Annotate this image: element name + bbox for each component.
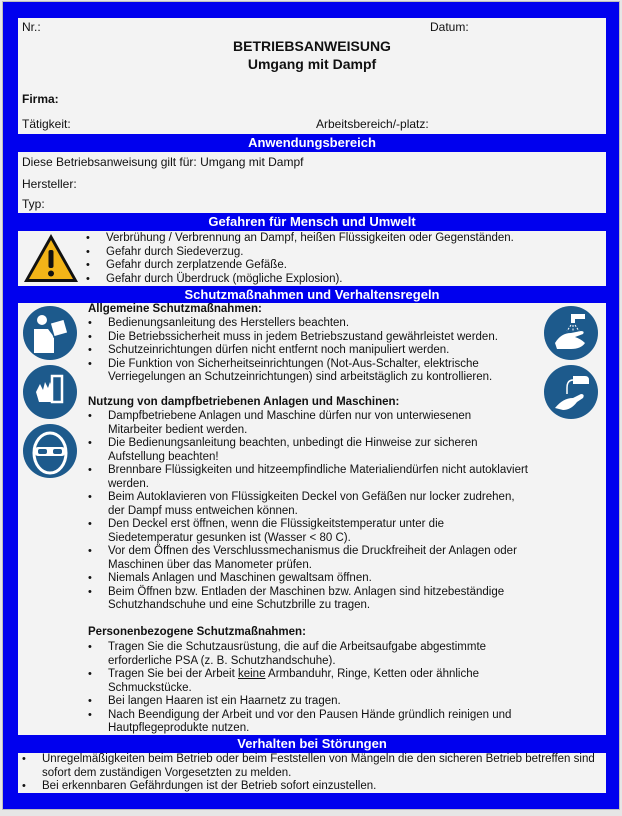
- list-item: • Bei erkennbaren Gefährdungen ist der Betrieb sofort einzustellen.: [22, 780, 604, 794]
- allgemein-heading: Allgemeine Schutzmaßnahmen:: [88, 303, 262, 315]
- nr-label: Nr.:: [22, 20, 41, 34]
- datum-label: Datum:: [430, 20, 469, 34]
- list-item: • Die Bedienungsanleitung beachten, unbedingt die Hinweise zur sicheren Aufstellung beachten!: [88, 437, 528, 464]
- section-heading-gefahren: Gefahren für Mensch und Umwelt: [208, 214, 416, 229]
- list-item: • Nach Beendigung der Arbeit und vor den Pausen Hände gründlich reinigen und Hautpflegeprodukte nutzen.: [88, 709, 528, 736]
- list-item: • Tragen Sie die Schutzausrüstung, die auf die Arbeitsaufgabe abgestimmte erforderliche PSA (z. B. Schutzhandschuhe).: [88, 641, 528, 668]
- read-manual-icon: [22, 305, 78, 361]
- emphasis-keine: keine: [237, 668, 266, 680]
- header-box: [18, 18, 606, 134]
- firma-label: Firma:: [22, 92, 59, 106]
- list-item: • Beim Öffnen bzw. Entladen der Maschinen bzw. Anlagen sind hitzebeständige Schutzhandschuhe und eine Schutzbrille zu tragen.: [88, 586, 528, 613]
- list-item: [88, 668, 528, 695]
- personen-heading: Personenbezogene Schutzmaßnahmen:: [88, 626, 306, 638]
- protective-gloves-icon: [22, 364, 78, 420]
- stoerungen-box: [18, 753, 606, 793]
- list-item: • Vor dem Öffnen des Verschlussmechanismus die Druckfreiheit der Anlagen oder Maschinen über das Manometer prüfen.: [88, 545, 528, 572]
- arbeitsbereich-label: Arbeitsbereich/-platz:: [316, 117, 429, 131]
- list-item-text: Armbanduhr, Ringe, Ketten oder ähnliche Schmuckstücke.: [108, 668, 480, 694]
- page-subtitle: Umgang mit Dampf: [247, 56, 377, 72]
- list-item: • Den Deckel erst öffnen, wenn die Flüssigkeitstemperatur unter die Siedetemperatur gesunken ist (Wasser < 80 C).: [88, 518, 528, 545]
- safety-goggles-icon: [22, 423, 78, 479]
- list-item: • Gefahr durch Überdruck (mögliche Explosion).: [86, 273, 596, 287]
- gefahren-list: [86, 232, 596, 286]
- list-item: • Verbrühung / Verbrennung an Dampf, heißen Flüssigkeiten oder Gegenständen.: [86, 232, 596, 246]
- taetigkeit-label: Tätigkeit:: [22, 117, 71, 131]
- stoerungen-list: [22, 753, 604, 794]
- hand-cream-icon: [543, 364, 599, 420]
- typ-label: Typ:: [22, 197, 45, 211]
- list-item: • Gefahr durch Siedeverzug.: [86, 246, 596, 260]
- list-item: • Die Funktion von Sicherheitseinrichtungen (Not-Aus-Schalter, elektrische Verriegelungen an Schutzeinrichtungen) sind arbeitstäglich zu kontrollieren.: [88, 358, 538, 385]
- list-item: • Unregelmäßigkeiten beim Betrieb oder beim Feststellen von Mängeln die den sicheren Betrieb betreffen sind sofort dem zuständigen Vorgesetzten zu melden.: [22, 753, 604, 780]
- list-item: • Gefahr durch zerplatzende Gefäße.: [86, 259, 596, 273]
- hersteller-label: Hersteller:: [22, 177, 77, 191]
- page-title: BETRIEBSANWEISUNG: [233, 38, 391, 54]
- warning-triangle-icon: [22, 232, 80, 284]
- gefahren-box: [18, 231, 606, 286]
- section-heading-anwendungsbereich: Anwendungsbereich: [248, 135, 376, 150]
- list-item: • Bedienungsanleitung des Herstellers beachten.: [88, 317, 538, 331]
- wash-hands-icon: [543, 305, 599, 361]
- section-heading-schutzmassnahmen: Schutzmaßnahmen und Verhaltensregeln: [184, 287, 440, 302]
- allgemein-list: [88, 317, 538, 385]
- list-item: • Niemals Anlagen und Maschinen gewaltsam öffnen.: [88, 572, 528, 586]
- list-item: • Beim Autoklavieren von Flüssigkeiten Deckel von Gefäßen nur locker zudrehen, der Dampf muss entweichen können.: [88, 491, 528, 518]
- section-heading-stoerungen: Verhalten bei Störungen: [237, 736, 387, 751]
- list-item: • Die Betriebssicherheit muss in jedem Betriebszustand gewährleistet werden.: [88, 331, 538, 345]
- list-item: • Bei langen Haaren ist ein Haarnetz zu tragen.: [88, 695, 528, 709]
- list-item-text: Tragen Sie bei der Arbeit: [108, 668, 238, 680]
- list-item: • Dampfbetriebene Anlagen und Maschine dürfen nur von unterwiesenen Mitarbeiter bedient werden.: [88, 410, 528, 437]
- nutzung-list: [88, 410, 528, 613]
- anwendungsbereich-box: [18, 152, 606, 213]
- schutzmassnahmen-box: [18, 303, 606, 735]
- list-item: • Schutzeinrichtungen dürfen nicht entfernt noch manipuliert werden.: [88, 344, 538, 358]
- gilt-fuer-text: Diese Betriebsanweisung gilt für: Umgang mit Dampf: [22, 155, 304, 169]
- personen-list: [88, 641, 528, 736]
- list-item: • Brennbare Flüssigkeiten und hitzeempfindliche Materialiendürfen nicht autoklaviert werden.: [88, 464, 528, 491]
- nutzung-heading: Nutzung von dampfbetriebenen Anlagen und Maschinen:: [88, 396, 400, 408]
